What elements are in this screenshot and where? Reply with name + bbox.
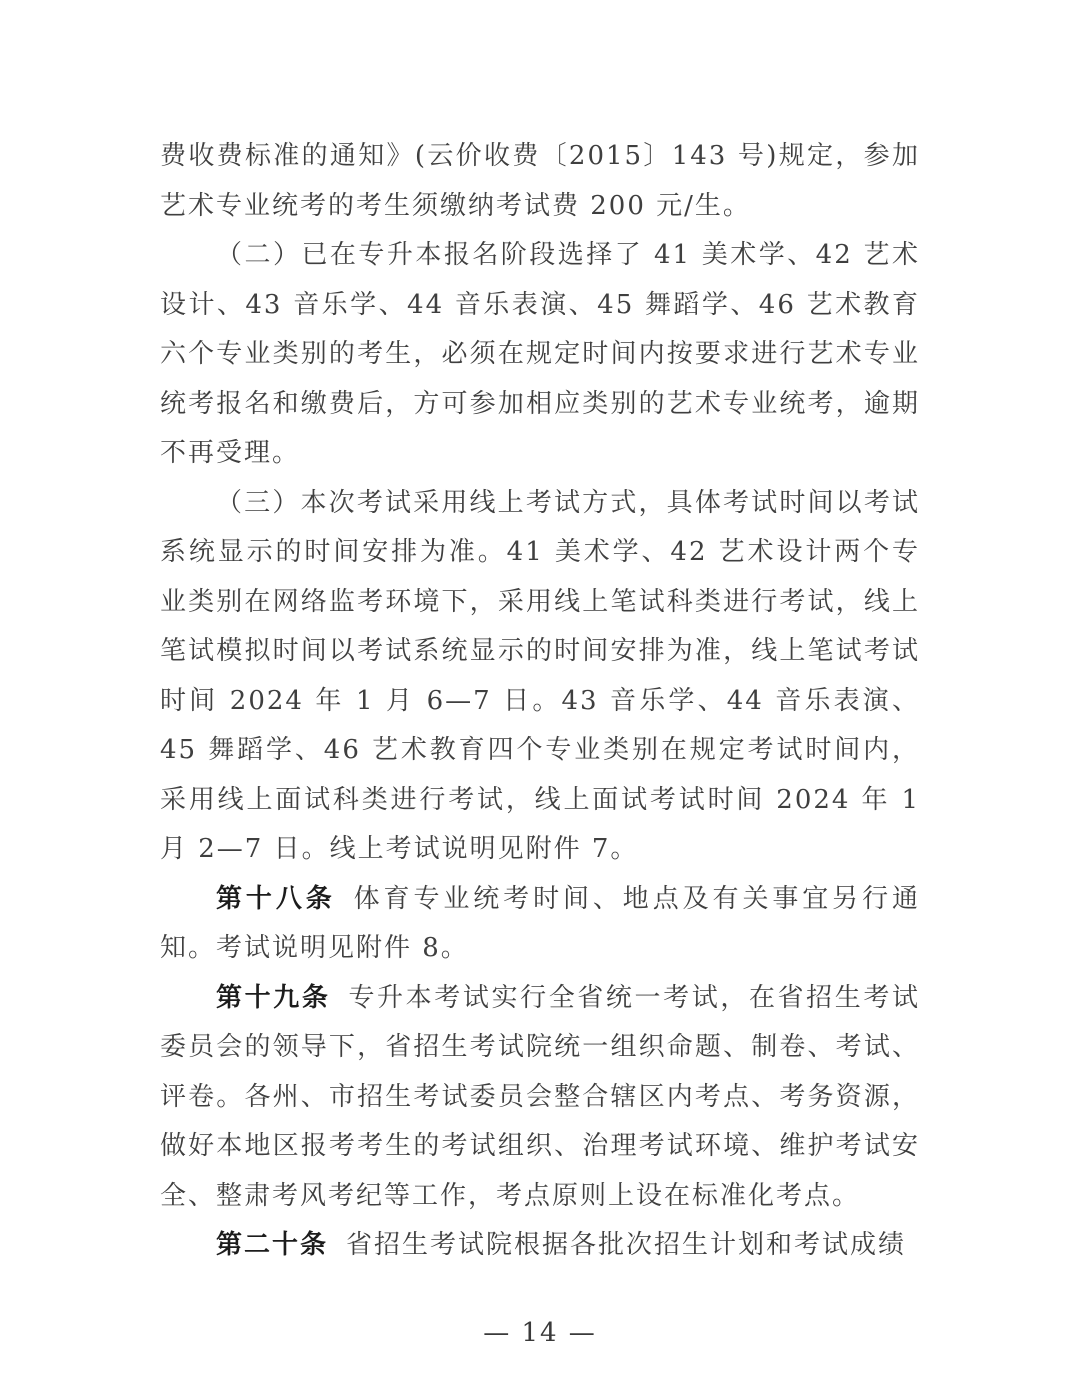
article-text: 专升本考试实行全省统一考试，在省招生考试委员会的领导下，省招生考试院统一组织命题、制卷、考试、评卷。各州、市招生考试委员会整合辖区内考点、考务资源，做好本地区报考考生的考试组织、治理考试环境、维护考试安全、整肃考风考纪等工作，考点原则上设在标准化考点。 xyxy=(160,982,920,1211)
article-heading: 第十九条 xyxy=(216,982,331,1013)
document-body xyxy=(160,132,920,1271)
paragraph-item-two xyxy=(160,231,920,479)
paragraph-text: 费收费标准的通知》(云价收费〔2015〕143 号)规定，参加艺术专业统考的考生须缴纳考试费 200 元/生。 xyxy=(160,141,920,221)
paragraph-text: （二）已在专升本报名阶段选择了 41 美术学、42 艺术设计、43 音乐学、44 音乐表演、45 舞蹈学、46 艺术教育六个专业类别的考生，必须在规定时间内按要求进行艺术专业统考报名和缴费后，方可参加相应类别的艺术专业统考，逾期不再受理。 xyxy=(160,240,920,468)
paragraph-text: （三）本次考试采用线上考试方式，具体考试时间以考试系统显示的时间安排为准。41 美术学、42 艺术设计两个专业类别在网络监考环境下，采用线上笔试科类进行考试，线上笔试模拟时间以考试系统显示的时间安排为准，线上笔试考试时间 2024 年 1 月 6—7 日。43 音乐学、44 音乐表演、45 舞蹈学、46 艺术教育四个专业类别在规定考试时间内，采用线上面试科类进行考试，线上面试考试时间 2024 年 1 月 2—7 日。线上考试说明见附件 7。 xyxy=(160,487,920,864)
article-text: 体育专业统考时间、地点及有关事宜另行通知。考试说明见附件 8。 xyxy=(160,883,920,963)
paragraph-item-three xyxy=(160,479,920,875)
article-heading: 第二十条 xyxy=(216,1230,329,1260)
article-18 xyxy=(160,875,920,974)
paragraph-fee-standard xyxy=(160,132,920,231)
article-20 xyxy=(160,1221,920,1271)
article-heading: 第十八条 xyxy=(216,883,336,914)
article-19 xyxy=(160,974,920,1222)
article-text: 省招生考试院根据各批次招生计划和考试成绩 xyxy=(346,1230,907,1260)
page-number: — 14 — xyxy=(483,1318,597,1348)
